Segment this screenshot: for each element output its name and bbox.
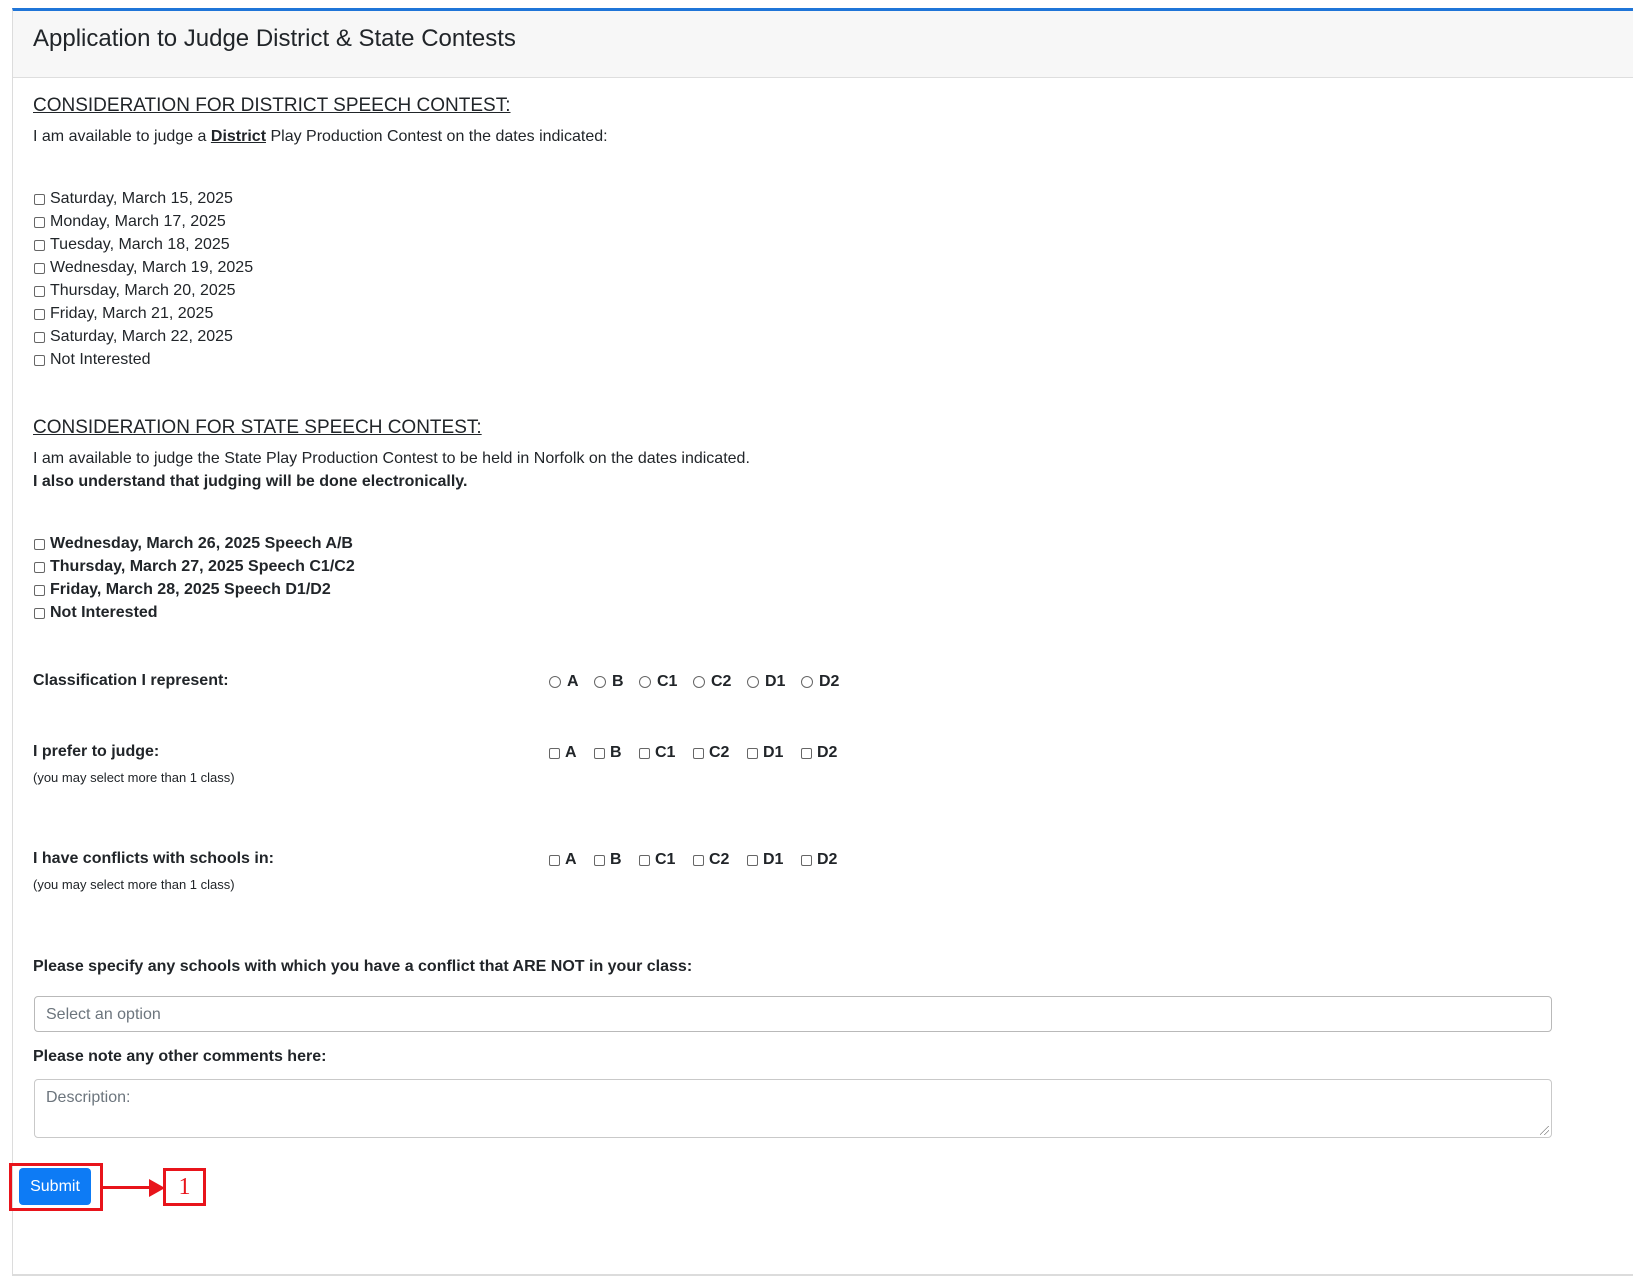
checkbox-label: D2 <box>817 744 838 761</box>
conflicts-checkbox-d1[interactable] <box>747 850 783 870</box>
checkbox[interactable] <box>34 332 45 343</box>
checkbox-label: A <box>565 744 577 761</box>
checkbox-label: B <box>610 851 622 868</box>
district-option-mar15[interactable] <box>34 188 233 210</box>
radio-label: C2 <box>711 673 732 690</box>
prefer-checkbox-c2[interactable] <box>693 743 729 763</box>
radio[interactable] <box>639 676 651 688</box>
district-option-mar17[interactable] <box>34 211 226 233</box>
checkbox-label: A <box>565 851 577 868</box>
prefer-checkbox-b[interactable] <box>594 743 622 763</box>
checkbox[interactable] <box>34 286 45 297</box>
conflicts-checkbox-a[interactable] <box>549 850 577 870</box>
radio-label: D2 <box>819 673 840 690</box>
other-schools-label: Please specify any schools with which you have a conflict that ARE NOT in your class: <box>33 958 693 975</box>
checkbox-label: C2 <box>709 744 730 761</box>
checkbox[interactable] <box>801 855 812 866</box>
classification-label: Classification I represent: <box>33 672 229 689</box>
annotation-highlight-box <box>9 1163 103 1211</box>
radio[interactable] <box>693 676 705 688</box>
prefer-checkbox-c1[interactable] <box>639 743 675 763</box>
state-option-mar28[interactable] <box>34 579 331 601</box>
checkbox[interactable] <box>693 748 704 759</box>
checkbox[interactable] <box>747 855 758 866</box>
prefer-checkbox-d2[interactable] <box>801 743 837 763</box>
classification-radio-c1[interactable] <box>639 672 677 692</box>
district-intro-suffix: Play Production Contest on the dates indicated: <box>266 128 608 145</box>
classification-radio-b[interactable] <box>594 672 624 692</box>
option-label: Friday, March 21, 2025 <box>50 305 214 322</box>
comments-label: Please note any other comments here: <box>33 1048 327 1065</box>
classification-radio-d2[interactable] <box>801 672 839 692</box>
checkbox-label: C1 <box>655 744 676 761</box>
district-heading: CONSIDERATION FOR DISTRICT SPEECH CONTEST: <box>33 95 511 116</box>
resize-handle-icon[interactable] <box>1540 1126 1549 1135</box>
checkbox[interactable] <box>549 855 560 866</box>
checkbox[interactable] <box>639 855 650 866</box>
checkbox-label: D1 <box>763 744 784 761</box>
comments-textarea[interactable] <box>34 1079 1552 1138</box>
district-option-mar18[interactable] <box>34 234 230 256</box>
prefer-checkbox-a[interactable] <box>549 743 577 763</box>
checkbox[interactable] <box>34 539 45 550</box>
radio[interactable] <box>747 676 759 688</box>
district-option-mar19[interactable] <box>34 257 253 279</box>
prefer-label: I prefer to judge: <box>33 743 160 760</box>
checkbox[interactable] <box>34 240 45 251</box>
option-label: Friday, March 28, 2025 Speech D1/D2 <box>50 581 331 598</box>
checkbox[interactable] <box>34 585 45 596</box>
annotation-number-label: 1 <box>163 1168 206 1206</box>
prefer-checkbox-d1[interactable] <box>747 743 783 763</box>
option-label: Saturday, March 22, 2025 <box>50 328 233 345</box>
checkbox[interactable] <box>801 748 812 759</box>
district-intro-bold: District <box>210 128 267 145</box>
annotation-arrow-line <box>103 1186 151 1189</box>
other-schools-select[interactable]: Select an option <box>34 996 1552 1032</box>
conflicts-checkbox-b[interactable] <box>594 850 622 870</box>
state-option-mar26[interactable] <box>34 533 353 555</box>
option-label: Wednesday, March 19, 2025 <box>50 259 254 276</box>
comments-placeholder: Description: <box>46 1089 131 1106</box>
checkbox-label: C1 <box>655 851 676 868</box>
radio-label: A <box>567 673 579 690</box>
option-label: Thursday, March 27, 2025 Speech C1/C2 <box>50 558 355 575</box>
checkbox-label: D1 <box>763 851 784 868</box>
classification-radio-d1[interactable] <box>747 672 785 692</box>
checkbox-label: C2 <box>709 851 730 868</box>
radio[interactable] <box>594 676 606 688</box>
classification-radio-c2[interactable] <box>693 672 731 692</box>
checkbox[interactable] <box>34 217 45 228</box>
checkbox[interactable] <box>34 355 45 366</box>
district-option-mar20[interactable] <box>34 280 236 302</box>
option-label: Thursday, March 20, 2025 <box>50 282 236 299</box>
district-option-mar21[interactable] <box>34 303 213 325</box>
radio-label: D1 <box>765 673 786 690</box>
option-label: Not Interested <box>50 604 158 621</box>
checkbox[interactable] <box>34 194 45 205</box>
checkbox[interactable] <box>549 748 560 759</box>
checkbox[interactable] <box>34 608 45 619</box>
state-option-not-interested[interactable] <box>34 602 158 624</box>
submit-button[interactable]: Submit <box>19 1168 91 1205</box>
prefer-note: (you may select more than 1 class) <box>33 770 235 785</box>
checkbox[interactable] <box>594 855 605 866</box>
checkbox[interactable] <box>34 263 45 274</box>
conflicts-checkbox-d2[interactable] <box>801 850 837 870</box>
conflicts-checkbox-c1[interactable] <box>639 850 675 870</box>
radio[interactable] <box>549 676 561 688</box>
radio-label: C1 <box>657 673 678 690</box>
checkbox-label: D2 <box>817 851 838 868</box>
checkbox-label: B <box>610 744 622 761</box>
district-intro <box>33 128 608 146</box>
radio-label: B <box>612 673 624 690</box>
district-option-not-interested[interactable] <box>34 349 151 371</box>
conflicts-checkbox-c2[interactable] <box>693 850 729 870</box>
option-label: Saturday, March 15, 2025 <box>50 190 233 207</box>
radio[interactable] <box>801 676 813 688</box>
checkbox[interactable] <box>747 748 758 759</box>
option-label: Tuesday, March 18, 2025 <box>50 236 230 253</box>
classification-radio-a[interactable] <box>549 672 579 692</box>
card-header <box>13 11 1633 78</box>
checkbox[interactable] <box>34 562 45 573</box>
checkbox[interactable] <box>693 855 704 866</box>
checkbox[interactable] <box>639 748 650 759</box>
option-label: Wednesday, March 26, 2025 Speech A/B <box>50 535 353 552</box>
conflicts-note: (you may select more than 1 class) <box>33 877 235 892</box>
checkbox[interactable] <box>34 309 45 320</box>
district-intro-prefix: I am available to judge a <box>33 128 211 145</box>
state-intro: I am available to judge the State Play Production Contest to be held in Norfolk on the dates indicated. <box>33 450 750 467</box>
option-label: Not Interested <box>50 351 151 368</box>
page-title: Application to Judge District & State Contests <box>33 25 516 52</box>
conflicts-label: I have conflicts with schools in: <box>33 850 274 867</box>
option-label: Monday, March 17, 2025 <box>50 213 226 230</box>
checkbox[interactable] <box>594 748 605 759</box>
application-card <box>12 8 1633 1276</box>
state-heading: CONSIDERATION FOR STATE SPEECH CONTEST: <box>33 417 482 438</box>
state-intro-bold: I also understand that judging will be done electronically. <box>33 473 468 490</box>
district-option-mar22[interactable] <box>34 326 233 348</box>
state-option-mar27[interactable] <box>34 556 355 578</box>
